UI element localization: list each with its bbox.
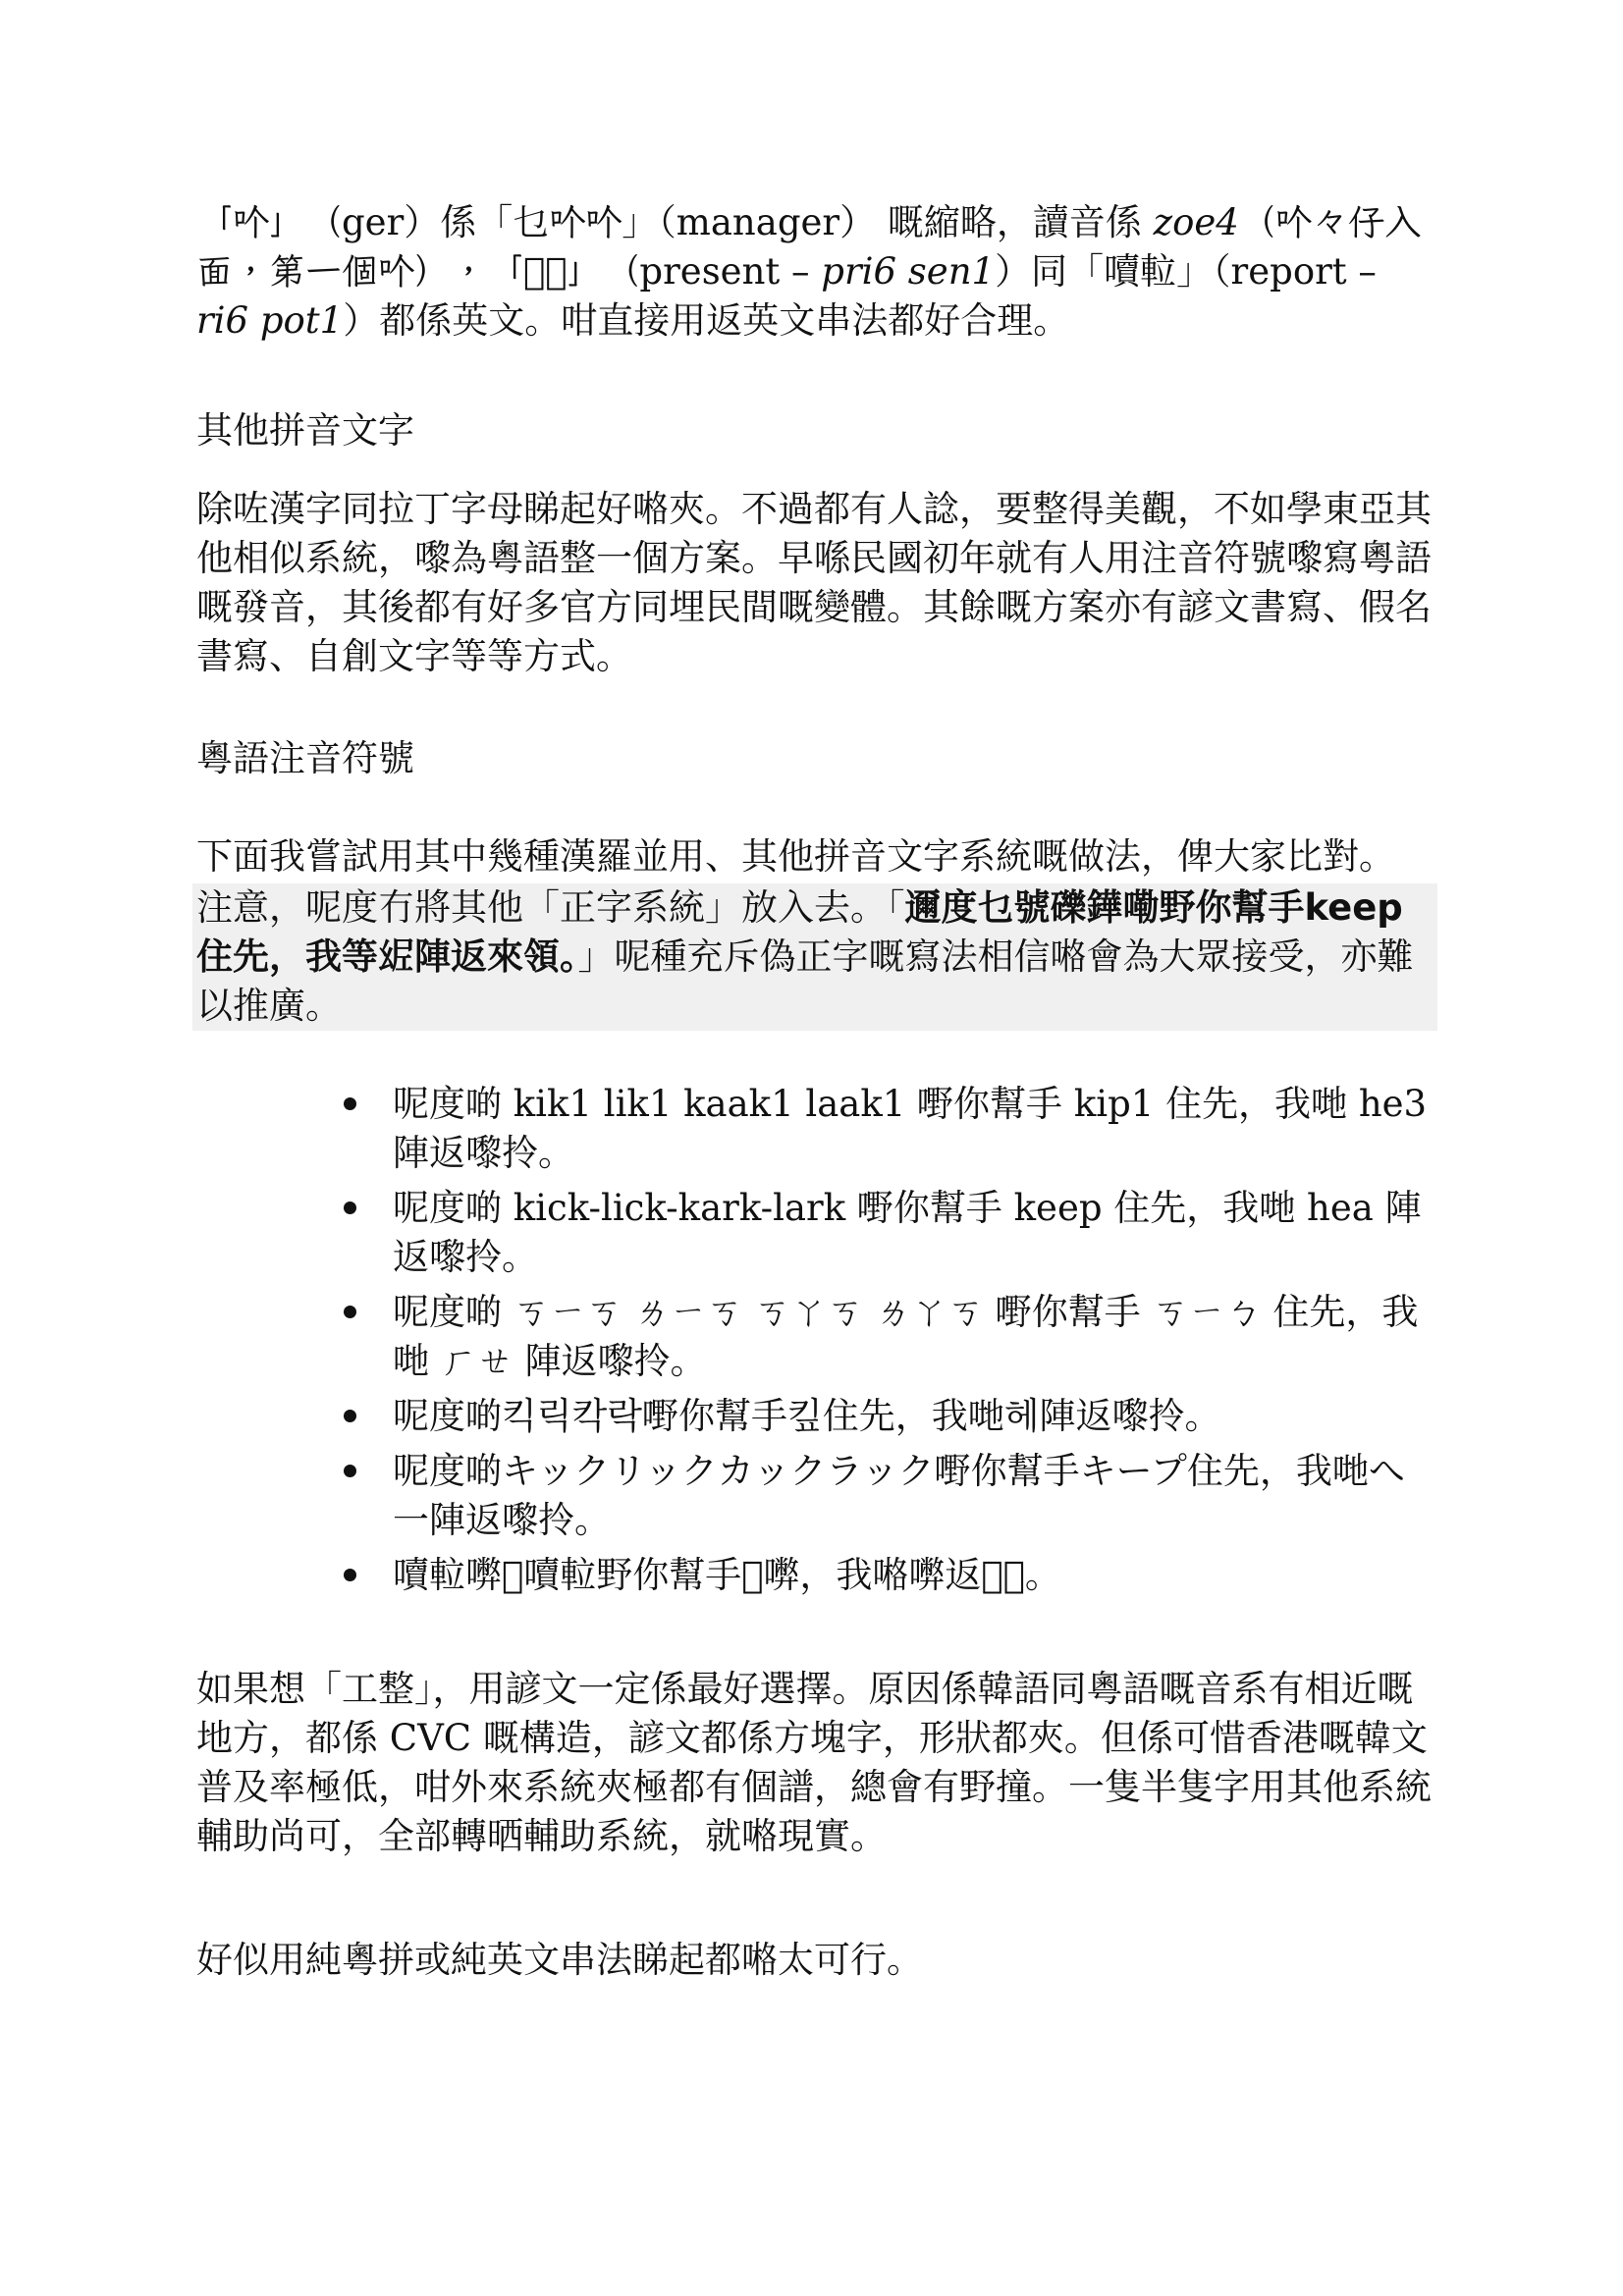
list-item: 呢度啲 kik1 lik1 kaak1 laak1 嘢你幫手 kip1 住先，我哋 he3 陣返嚟拎。 [393, 1080, 1434, 1178]
jyutping-zoe4: zoe4 [1153, 201, 1239, 243]
bullet-icon [344, 1201, 356, 1214]
list-item: 𡂝𨋢𡃇𥺖𡂝𨋢野你幫手𢲾𡃇，我𠺝𡃇返𢲾𢲾。 [393, 1551, 1434, 1600]
jyutping-ri6pot1: ri6 pot1 [196, 299, 344, 342]
list-item: 呢度啲킥릭칵락嘢你幫手킾住先，我哋헤陣返嚟拎。 [393, 1392, 1434, 1441]
jyutping-pri6sen1: pri6 sen1 [821, 250, 996, 293]
paragraph-final: 好似用純粵拼或純英文串法睇起都𠺝太可行。 [196, 1939, 923, 1981]
heading-cantonese-zhuyin: 粵語注音符號 [196, 737, 414, 779]
paragraph-hangul-conclusion: 如果想「工整」，用諺文一定係最好選擇。原因係韓語同粵語嘅音系有相近嘅地方，都係 CVC 嘅構造，諺文都係方塊字，形狀都夾。但係可惜香港嘅韓文普及率極低，咁外來系統夾極都有個譜，總會有野撞。一隻半隻字用其他系統輔助尚可，全部轉晒輔助系統，就𠺝現實。 [196, 1668, 1432, 1857]
list-item: 呢度啲 kick-lick-kark-lark 嘢你幫手 keep 住先，我哋 hea 陣返嚟拎。 [393, 1184, 1434, 1282]
example-list [393, 1080, 1434, 1606]
bullet-icon [344, 1569, 356, 1581]
list-item: 呢度啲 ㄎㄧㄎ ㄌㄧㄎ ㄎㄚㄎ ㄌㄚㄎ 嘢你幫手 ㄎㄧㄅ 住先，我哋 ㄏㄝ 陣返嚟拎。 [393, 1288, 1434, 1386]
bullet-icon [344, 1097, 356, 1110]
paragraph-note: 注意，呢度冇將其他「正字系統」放入去。「邇度乜號礫鏵嘞野你幫手keep 住先，我等𢇀陣返來領。」呢種充斥偽正字嘅寫法相信𠺝會為大眾接受，亦難以推廣。 [196, 886, 1414, 1027]
bullet-icon [344, 1306, 356, 1318]
heading-other-phonetic-scripts: 其他拼音文字 [196, 409, 414, 452]
list-item: 呢度啲キックリックカックラック嘢你幫手キープ住先，我哋へ一陣返嚟拎。 [393, 1447, 1434, 1545]
bullet-icon [344, 1465, 356, 1477]
paragraph-other-scripts: 除咗漢字同拉丁字母睇起好𠺝夾。不過都有人諗，要整得美觀，不如學東亞其他相似系統，嚟為粵語整一個方案。早喺民國初年就有人用注音符號嚟寫粵語嘅發音，其後都有好多官方同埋民間嘅變體。其餘嘅方案亦有諺文書寫、假名書寫、自創文字等等方式。 [196, 488, 1432, 677]
example-sentence-bold: 邇度乜號礫鏵嘞野你幫手keep 住先，我等𢇀陣返來領。 [196, 886, 1403, 978]
paragraph-abbreviations: 「𠮶」（ger）係「乜𠮶𠮶」（manager） 嘅縮略，讀音係 zoe4（𠮶々仔入面，第一個𠮶），「𥺖𡃇」（present – pri6 sen1）同「𡂝𨋢」（report – ri6 pot1）都係英文。咁直接用返英文串法都好合理。 [196, 201, 1421, 342]
bullet-icon [344, 1410, 356, 1422]
paragraph-comparison-intro: 下面我嘗試用其中幾種漢羅並用、其他拼音文字系統嘅做法，俾大家比對。 [196, 835, 1395, 878]
